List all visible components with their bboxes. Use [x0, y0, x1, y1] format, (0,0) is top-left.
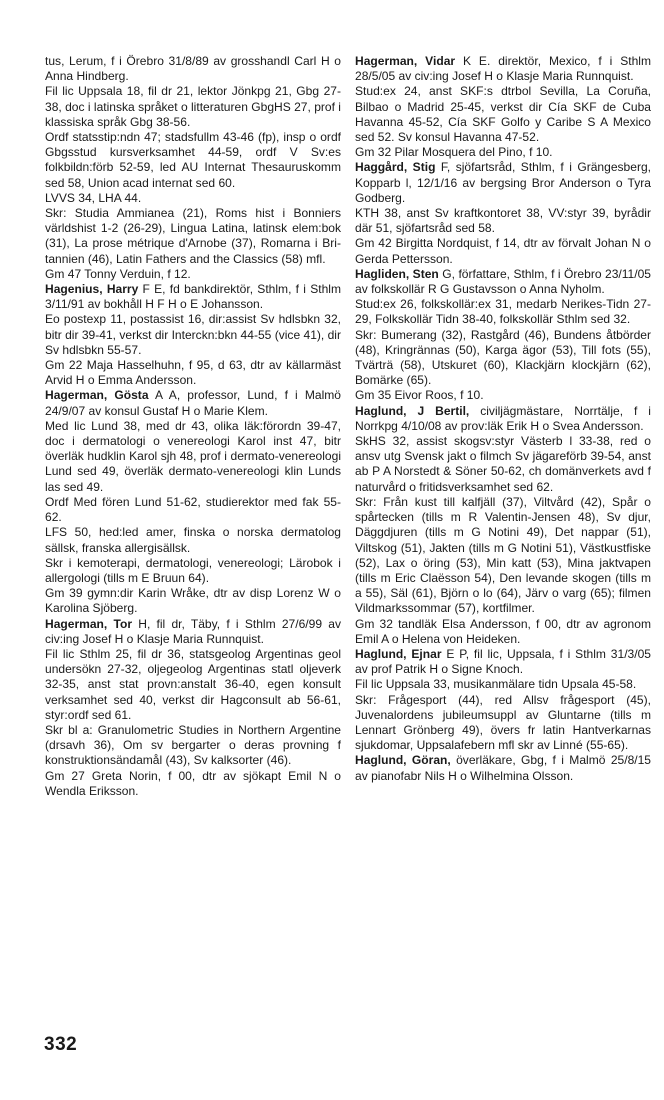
entry-paragraph	[45, 191, 341, 206]
entry-name: Hagenius, Harry	[45, 282, 139, 297]
entry-paragraph	[45, 647, 341, 723]
entry-text: Gm 35 Eivor Roos, f 10.	[355, 388, 484, 403]
entry-text: Stud:ex 24, anst SKF:s dtrbol Sevilla, La Coruña, Bilbao o Madrid 25-45, verkst dir Cía SKF de Cuba Havanna 45-52, Cía SKF Golfo y Caribe S A Mexico sed 52. Sv konsul Havanna 47-52.	[355, 84, 651, 145]
entry-heading-paragraph	[355, 647, 651, 677]
entry-paragraph	[45, 556, 341, 586]
entry-text: H, fil dr, Täby, f i Sthlm 27/6/99 av civ:ing Josef H o Klasje Maria Runnquist.	[45, 616, 342, 646]
entry-heading-paragraph	[45, 617, 341, 647]
entry-text: Fil lic Sthlm 25, fil dr 36, statsgeolog Argentinas geol undersökn 27-32, oljegeolog Argentinas statl oljeverk 32-35, anst stat provn:anstalt 36-40, egen konsult verksamhet sed 40, verkst dir Hagconsult ab 56-61, styr:ordf sed 61.	[45, 646, 341, 722]
entry-paragraph	[355, 328, 651, 389]
entry-text: LFS 50, hed:led amer, finska o norska dermatolog sällsk, franska allergisällsk.	[45, 525, 341, 555]
entry-text: Fil lic Uppsala 33, musikanmälare tidn Upsala 45-58.	[355, 677, 637, 692]
entry-paragraph	[355, 617, 651, 647]
entry-paragraph	[45, 358, 341, 388]
entry-text: tus, Lerum, f i Örebro 31/8/89 av grosshandl Carl H o Anna Hindberg.	[45, 54, 341, 84]
entry-name: Hagerman, Vidar	[355, 54, 456, 68]
entry-text: Gm 42 Birgitta Nordquist, f 14, dtr av förvalt Johan N o Gerda Pettersson.	[355, 236, 651, 266]
entry-heading-paragraph	[355, 404, 651, 434]
entry-text: Gm 32 Pilar Mosquera del Pino, f 10.	[355, 145, 553, 160]
entry-text: Ordf Med fören Lund 51-62, studierektor med fak 55-62.	[45, 494, 341, 525]
entry-paragraph	[45, 130, 341, 191]
entry-text: F E, fd bankdirektör, Sthlm, f i Sthlm 3/11/91 av bokhåll H F H o E Johansson.	[45, 282, 341, 312]
entry-heading-paragraph	[355, 267, 651, 297]
entry-text: Skr: Studia Ammianea (21), Roms hist i Bonniers världshist 1-2 (26-29), Lingua Latina, latinsk elem:bok (31), La prose métrique d'Arnobe (37), Romarna i Britannien (46), Latin Fathers and the Classics (58) mfl.	[45, 206, 341, 266]
left-column	[45, 54, 341, 799]
entry-text: E P, fil lic, Uppsala, f i Sthlm 31/3/05 av prof Patrik H o Signe Knoch.	[355, 646, 651, 677]
entry-text: A A, professor, Lund, f i Malmö 24/9/07 av konsul Gustaf H o Marie Klem.	[45, 388, 341, 418]
entry-paragraph	[355, 236, 651, 266]
entry-paragraph	[45, 54, 341, 84]
entry-paragraph	[45, 769, 341, 799]
entry-text: KTH 38, anst Sv kraftkontoret 38, VV:styr 39, byrådir där 51, sjöfartsråd sed 58.	[355, 206, 651, 236]
entry-text: Skr: Bumerang (32), Rastgård (46), Bundens åtbörder (48), Kringrännas (50), Karga ägor (53), Till fots (55), Tvärträ (58), Utskuret (60), Klackjärn klockjärn (62), Bomärke (65).	[355, 327, 651, 388]
entry-text: Gm 39 gymn:dir Karin Wråke, dtr av disp Lorenz W o Karolina Sjöberg.	[45, 586, 341, 616]
entry-text: överläkare, Gbg, f i Malmö 25/8/15 av pianofabr Nils H o Wilhelmina Olsson.	[355, 753, 652, 783]
entry-text: SkHS 32, assist skogsv:styr Västerb l 33-38, red o ansv utg Svensk jakt o filmch Sv jägareförb 39-54, anst ab P A Norstedt & Söner 50-62, ch domänverkets avd f naturvård o fritidsverksamhet sed 62.	[355, 434, 651, 494]
entry-name: Haglund, Göran,	[355, 753, 451, 768]
entry-text: Med lic Lund 38, med dr 43, olika läk:förordn 39-47, doc i dermatologi o venereologi Karol inst 47, bitr överläk hudklin Karol sjh 48, prof i dermato-venereologi Lund sed 49, överläk dermato-venereologi klin Lunds las sed 49.	[45, 418, 341, 494]
entry-text: Gm 22 Maja Hasselhuhn, f 95, d 63, dtr av källarmäst Arvid H o Emma Andersson.	[45, 358, 341, 388]
entry-text: Skr i kemoterapi, dermatologi, venereologi; Lärobok i allergologi (tills m E Bruun 64).	[45, 555, 341, 585]
entry-text: G, författare, Sthlm, f i Örebro 23/11/05 av folkskollär R G Gustavsson o Anna Nyholm.	[355, 266, 651, 297]
entry-name: Hagerman, Tor	[45, 616, 133, 631]
entry-paragraph	[45, 84, 341, 130]
entry-paragraph	[355, 434, 651, 495]
entry-text: Skr: Frågesport (44), red Allsv frågesport (45), Juvenalordens jubileumsuppl av Gluntarne (tills m Lennart Grönberg 49), övers fr latin Hantverkarnas sjukdomar, Uppsalafebern mfl skr av Linné (55-65).	[355, 692, 651, 753]
entry-heading-paragraph	[355, 753, 651, 783]
entry-text: Stud:ex 26, folkskollär:ex 31, medarb Nerikes-Tidn 27-29, Folkskollär Tidn 38-40, folkskollär Sthlm sed 32.	[355, 297, 651, 327]
entry-heading-paragraph	[355, 160, 651, 206]
entry-paragraph	[355, 388, 651, 403]
entry-name: Haglund, J Bertil,	[355, 403, 470, 418]
entry-text: F, sjöfartsråd, Sthlm, f i Grängesberg, Kopparb l, 12/1/16 av bergsing Bror Anderson o Tyra Godberg.	[355, 160, 652, 205]
entry-text: civiljägmästare, Norrtälje, f i Norrkpg 4/10/08 av prov:läk Erik H o Svea Andersson.	[355, 403, 651, 433]
entry-paragraph	[45, 419, 341, 495]
entry-paragraph	[355, 145, 651, 160]
entry-paragraph	[355, 297, 651, 327]
entry-paragraph	[355, 84, 651, 145]
entry-heading-paragraph	[355, 54, 651, 84]
entry-paragraph	[355, 206, 651, 236]
entry-paragraph	[45, 206, 341, 267]
page-number: 332	[44, 1034, 78, 1055]
entry-name: Hagerman, Gösta	[45, 388, 149, 403]
entry-text: Gm 27 Greta Norin, f 00, dtr av sjökapt Emil N o Wendla Eriksson.	[45, 768, 341, 798]
entry-text: K E. direktör, Mexico, f i Sthlm 28/5/05 av civ:ing Josef H o Klasje Maria Runnquist.	[355, 54, 651, 84]
entry-text: Skr: Från kust till kalfjäll (37), Viltvård (42), Spår o spårtecken (tills m R Valentin-Jensen 48), Sv djur, Däggdjuren (tills m G Notini 49), Det nappar (51), Viltskog (51), Jakten (tills m G Notini 51), Västkustfiske (52), Lax o öring (53), Min katt (53), Mina jaktvapen (tills m Eric Claësson 54), Den levande skogen (tills m a 55), Säl (61), Björn o lo (64), Järv o varg (65); filmen Vildmarkssommar (57), kortfilmer.	[355, 494, 651, 616]
entry-paragraph	[45, 495, 341, 525]
entry-text: LVVS 34, LHA 44.	[45, 190, 142, 205]
entry-text: Gm 32 tandläk Elsa Andersson, f 00, dtr av agronom Emil A o Helena von Heideken.	[355, 616, 651, 646]
entry-paragraph	[355, 677, 651, 692]
entry-text: Ordf statsstip:ndn 47; stadsfullm 43-46 (fp), insp o ordf Gbgsstud kursverksamhet 44-59, ordf V Sv:es folkbildn:förb 52-59, led AU Internat Thesauruskomm sed 58, Union acad internat sed 60.	[45, 130, 341, 190]
entry-paragraph	[355, 693, 651, 754]
entry-text: Skr bl a: Granulometric Studies in Northern Argentine (drsavh 36), Om sv bergarter o deras provning f konstruktionsändamål (43), Sv kalksorter (46).	[45, 722, 341, 768]
entry-paragraph	[355, 495, 651, 617]
entry-paragraph	[45, 723, 341, 769]
entry-heading-paragraph	[45, 388, 341, 418]
entry-name: Haglund, Ejnar	[355, 646, 442, 661]
entry-paragraph	[45, 312, 341, 358]
entry-paragraph	[45, 586, 341, 616]
entry-text: Fil lic Uppsala 18, fil dr 21, lektor Jönkpg 21, Gbg 27-38, doc i latinska språket o litteraturen GbgHS 27, prof i klassiska språk Gbg 38-56.	[45, 84, 341, 129]
right-column	[355, 54, 651, 784]
entry-text: Eo postexp 11, postassist 16, dir:assist Sv hdlsbkn 32, bitr dir 39-41, verkst dir Interckn:bkn 44-55 (vice 41), dir Sv hdlsbkn 55-57.	[45, 312, 341, 357]
entry-name: Haggård, Stig	[355, 160, 436, 175]
entry-paragraph	[45, 267, 341, 282]
entry-paragraph	[45, 525, 341, 555]
entry-name: Hagliden, Sten	[355, 266, 439, 281]
entry-heading-paragraph	[45, 282, 341, 312]
entry-text: Gm 47 Tonny Verduin, f 12.	[45, 266, 191, 281]
